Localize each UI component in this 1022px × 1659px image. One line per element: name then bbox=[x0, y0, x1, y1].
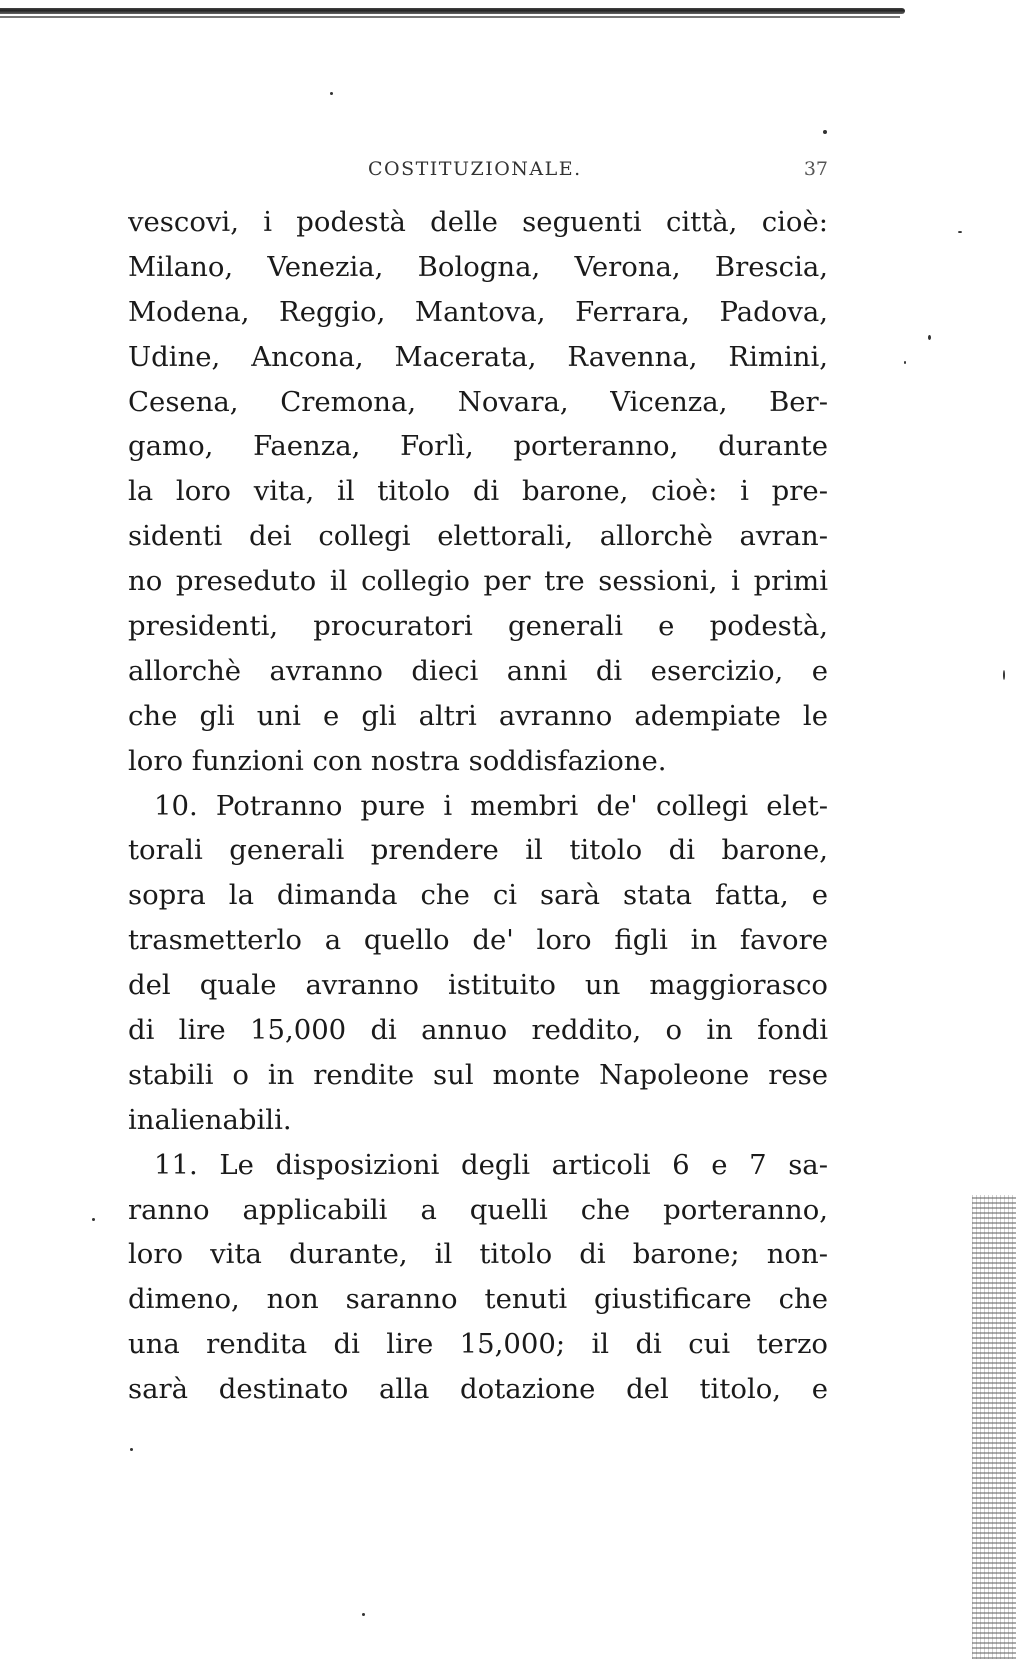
text-line: Cesena, Cremona, Novara, Vicenza, Ber- bbox=[128, 385, 828, 418]
text-line: presidenti, procuratori generali e podestà, bbox=[128, 610, 828, 643]
speck bbox=[904, 361, 906, 364]
article-11-start: 11. Le disposizioni degli articoli 6 e 7 sa- bbox=[154, 1148, 828, 1181]
text-line: vescovi, i podestà delle seguenti città, cioè: bbox=[128, 206, 828, 238]
running-title: COSTITUZIONALE. bbox=[368, 158, 582, 180]
speck bbox=[928, 335, 931, 340]
speck bbox=[1003, 670, 1005, 680]
text-line: Modena, Reggio, Mantova, Ferrara, Padova, bbox=[128, 295, 828, 328]
text-line: allorchè avranno dieci anni di esercizio, e bbox=[128, 654, 828, 687]
text-line: che gli uni e gli altri avranno adempiate le bbox=[128, 699, 828, 732]
text-line: ranno applicabili a quelli che porteranno, bbox=[128, 1193, 828, 1226]
article-10-start: 10. Potranno pure i membri de' collegi elet- bbox=[154, 789, 828, 822]
text-line: torali generali prendere il titolo di barone, bbox=[128, 834, 828, 867]
text-line: sidenti dei collegi elettorali, allorchè avran- bbox=[128, 520, 828, 553]
top-edge-rule bbox=[0, 8, 905, 14]
speck bbox=[362, 1613, 365, 1616]
text-line: loro funzioni con nostra soddisfazione. bbox=[128, 744, 667, 777]
text-line: sarà destinato alla dotazione del titolo, e bbox=[128, 1373, 828, 1406]
text-line: trasmetterlo a quello de' loro figli in favore bbox=[128, 924, 828, 957]
body-text bbox=[128, 200, 828, 1412]
text-line: Udine, Ancona, Macerata, Ravenna, Rimini, bbox=[128, 340, 828, 373]
text-line: sopra la dimanda che ci sarà stata fatta, e bbox=[128, 879, 828, 912]
text-line: loro vita durante, il titolo di barone; non- bbox=[128, 1238, 828, 1271]
text-line: di lire 15,000 di annuo reddito, o in fondi bbox=[128, 1014, 828, 1047]
speck bbox=[958, 231, 962, 233]
text-line: la loro vita, il titolo di barone, cioè: i pre- bbox=[128, 475, 828, 508]
text-line: del quale avranno istituito un maggiorasco bbox=[128, 969, 828, 1002]
text-line: inalienabili. bbox=[128, 1103, 292, 1136]
text-line: no preseduto il collegio per tre sessioni, i primi bbox=[128, 565, 828, 598]
speck bbox=[330, 92, 333, 95]
text-line: Milano, Venezia, Bologna, Verona, Brescia, bbox=[128, 250, 828, 283]
text-line: gamo, Faenza, Forlì, porteranno, durante bbox=[128, 430, 828, 463]
text-line: una rendita di lire 15,000; il di cui terzo bbox=[128, 1328, 828, 1361]
running-head bbox=[128, 158, 828, 188]
text-line: stabili o in rendite sul monte Napoleone rese bbox=[128, 1058, 828, 1091]
page-number: 37 bbox=[803, 158, 828, 180]
top-edge-rule-thin bbox=[0, 16, 900, 18]
speck bbox=[130, 1448, 133, 1451]
speck bbox=[823, 130, 827, 134]
speck bbox=[92, 1218, 95, 1221]
page-edge-shadow bbox=[972, 1195, 1016, 1659]
text-line: dimeno, non saranno tenuti giustificare che bbox=[128, 1283, 828, 1316]
